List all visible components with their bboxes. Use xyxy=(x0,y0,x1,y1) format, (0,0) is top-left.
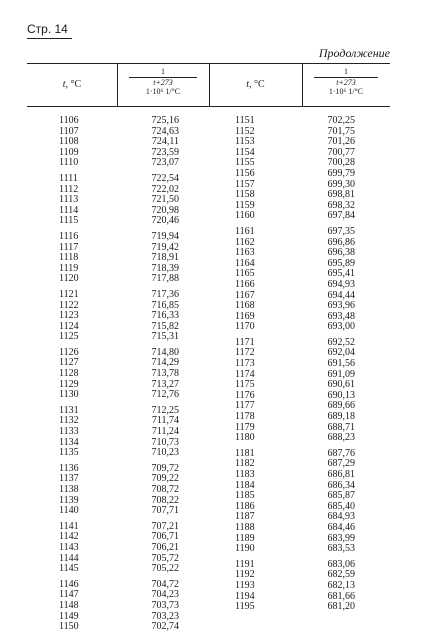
data-table xyxy=(27,63,390,633)
value-cell: 707,21 xyxy=(151,520,179,532)
value-cell: 690,61 xyxy=(327,379,355,391)
temperature-cell: 1127 xyxy=(59,357,79,369)
value-cell: 688,23 xyxy=(327,432,355,444)
value-cell: 703,23 xyxy=(151,610,179,622)
header-t-unit: , °C xyxy=(65,79,82,90)
value-cell: 691,09 xyxy=(327,368,355,380)
temperature-cell: 1146 xyxy=(59,578,79,590)
value-cell: 707,71 xyxy=(151,505,179,517)
value-cell: 714,29 xyxy=(151,357,179,369)
value-cell: 687,76 xyxy=(327,447,355,459)
temperature-cell: 1154 xyxy=(235,146,255,158)
page-number-underline xyxy=(27,38,72,39)
value-cell: 712,76 xyxy=(151,389,179,401)
fraction-unit: 1·10⁶ 1/°C xyxy=(145,87,181,96)
temperature-cell: 1191 xyxy=(235,558,255,570)
table-row xyxy=(235,544,355,555)
temperature-cell: 1132 xyxy=(59,415,79,427)
table-row xyxy=(235,523,355,534)
table-row xyxy=(59,543,179,554)
page-number: Стр. 14 xyxy=(27,22,68,36)
temperature-cell: 1195 xyxy=(235,601,255,613)
table-row xyxy=(235,581,355,592)
temperature-cell: 1120 xyxy=(59,273,79,285)
table-row xyxy=(59,390,179,401)
temperature-cell: 1107 xyxy=(59,125,79,137)
temperature-cell: 1166 xyxy=(235,278,255,290)
temperature-cell: 1114 xyxy=(59,204,79,216)
value-cell: 686,81 xyxy=(327,469,355,480)
table-row xyxy=(235,602,355,613)
value-cell: 700,28 xyxy=(327,157,355,169)
temperature-cell: 1138 xyxy=(59,484,79,495)
table-row xyxy=(235,169,355,180)
temperature-cell: 1137 xyxy=(59,473,79,485)
temperature-cell: 1148 xyxy=(59,599,79,611)
temperature-cell: 1160 xyxy=(235,210,255,222)
value-cell: 699,79 xyxy=(327,167,355,179)
header-t-left xyxy=(27,79,117,90)
value-cell: 711,24 xyxy=(151,426,179,438)
value-cell: 682,59 xyxy=(327,569,355,581)
temperature-cell: 1169 xyxy=(235,310,255,322)
temperature-cell: 1133 xyxy=(59,426,79,438)
value-cell: 717,36 xyxy=(151,288,179,300)
fraction-unit: 1·10⁶ 1/°C xyxy=(328,87,364,96)
header-fraction-right xyxy=(302,67,390,96)
value-cell: 725,16 xyxy=(151,115,179,126)
table-row xyxy=(59,601,179,612)
value-cell: 690,13 xyxy=(327,389,355,401)
value-cell: 697,35 xyxy=(327,225,355,237)
table-row xyxy=(59,216,179,227)
value-cell: 685,40 xyxy=(327,500,355,512)
table-row xyxy=(235,116,355,127)
temperature-cell: 1183 xyxy=(235,469,255,480)
value-cell: 718,39 xyxy=(151,262,179,274)
temperature-cell: 1141 xyxy=(59,520,79,532)
temperature-cell: 1185 xyxy=(235,490,255,502)
value-cell: 701,75 xyxy=(327,125,355,137)
temperature-cell: 1179 xyxy=(235,421,255,433)
temperature-cell: 1175 xyxy=(235,379,255,391)
value-cell: 715,82 xyxy=(151,320,179,332)
temperature-cell: 1173 xyxy=(235,358,255,370)
value-cell: 699,30 xyxy=(327,178,355,190)
value-cell: 695,89 xyxy=(327,257,355,269)
temperature-cell: 1135 xyxy=(59,447,79,459)
value-cell: 696,86 xyxy=(327,236,355,248)
temperature-cell: 1159 xyxy=(235,199,255,211)
header-t-unit: , °C xyxy=(249,79,265,90)
temperature-cell: 1113 xyxy=(59,194,79,206)
temperature-cell: 1171 xyxy=(235,336,255,348)
temperature-cell: 1122 xyxy=(59,299,79,311)
fraction-numerator: 1 xyxy=(344,67,348,76)
temperature-cell: 1126 xyxy=(59,346,79,358)
value-cell: 719,94 xyxy=(151,230,179,242)
temperature-cell: 1157 xyxy=(235,178,255,190)
table-row xyxy=(59,158,179,169)
temperature-cell: 1140 xyxy=(59,505,79,517)
table-row xyxy=(59,232,179,243)
value-cell: 689,66 xyxy=(327,400,355,412)
table-row xyxy=(59,622,179,633)
value-cell: 696,38 xyxy=(327,247,355,259)
value-cell: 693,96 xyxy=(327,300,355,312)
temperature-cell: 1182 xyxy=(235,458,255,470)
temperature-cell: 1142 xyxy=(59,531,79,543)
value-cell: 681,66 xyxy=(327,590,355,602)
temperature-cell: 1172 xyxy=(235,347,255,359)
value-cell: 713,27 xyxy=(151,378,179,390)
temperature-cell: 1190 xyxy=(235,543,255,555)
temperature-cell: 1163 xyxy=(235,247,255,259)
value-cell: 706,21 xyxy=(151,541,179,553)
temperature-cell: 1176 xyxy=(235,389,255,401)
fraction-numerator: 1 xyxy=(161,67,165,76)
value-cell: 712,25 xyxy=(151,404,179,416)
table-row xyxy=(59,564,179,575)
value-cell: 684,46 xyxy=(327,521,355,533)
value-cell: 711,74 xyxy=(151,415,179,427)
temperature-cell: 1106 xyxy=(59,115,79,126)
temperature-cell: 1149 xyxy=(59,610,79,622)
value-cell: 709,22 xyxy=(151,473,179,485)
fraction-denominator: t+273 xyxy=(129,77,197,87)
fraction-denominator: t+273 xyxy=(314,77,378,87)
value-cell: 710,23 xyxy=(151,447,179,459)
value-cell: 697,84 xyxy=(327,210,355,222)
value-cell: 705,72 xyxy=(151,552,179,564)
value-cell: 700,77 xyxy=(327,146,355,158)
value-cell: 702,25 xyxy=(327,115,355,126)
value-cell: 694,44 xyxy=(327,289,355,301)
header-t-right xyxy=(209,79,302,90)
value-cell: 695,41 xyxy=(327,268,355,280)
temperature-cell: 1194 xyxy=(235,590,255,602)
temperature-cell: 1161 xyxy=(235,225,255,237)
temperature-cell: 1168 xyxy=(235,300,255,312)
header-t-symbol: t xyxy=(62,79,66,90)
temperature-cell: 1134 xyxy=(59,436,79,448)
temperature-cell: 1187 xyxy=(235,511,255,523)
table-row xyxy=(59,116,179,127)
temperature-cell: 1131 xyxy=(59,404,79,416)
temperature-cell: 1119 xyxy=(59,262,79,274)
temperature-cell: 1128 xyxy=(59,368,79,380)
value-cell: 716,85 xyxy=(151,299,179,311)
temperature-cell: 1177 xyxy=(235,400,255,412)
temperature-cell: 1145 xyxy=(59,563,79,575)
table-row xyxy=(59,448,179,459)
value-cell: 698,81 xyxy=(327,189,355,201)
value-cell: 685,87 xyxy=(327,490,355,502)
value-cell: 720,46 xyxy=(151,215,179,227)
temperature-cell: 1136 xyxy=(59,462,79,474)
value-cell: 684,93 xyxy=(327,511,355,523)
value-cell: 717,88 xyxy=(151,273,179,285)
temperature-cell: 1143 xyxy=(59,541,79,553)
value-cell: 709,72 xyxy=(151,462,179,474)
value-cell: 719,42 xyxy=(151,241,179,253)
value-cell: 701,26 xyxy=(327,136,355,148)
table-row xyxy=(59,485,179,496)
left-column-pane xyxy=(59,116,179,633)
temperature-cell: 1115 xyxy=(59,215,79,227)
temperature-cell: 1123 xyxy=(59,310,79,322)
temperature-cell: 1139 xyxy=(59,494,79,506)
value-cell: 723,07 xyxy=(151,157,179,169)
value-cell: 691,56 xyxy=(327,358,355,370)
temperature-cell: 1192 xyxy=(235,569,255,581)
value-cell: 714,80 xyxy=(151,346,179,358)
value-cell: 689,18 xyxy=(327,411,355,423)
value-cell: 703,73 xyxy=(151,599,179,611)
value-cell: 708,72 xyxy=(151,484,179,495)
temperature-cell: 1121 xyxy=(59,288,79,300)
temperature-cell: 1153 xyxy=(235,136,255,148)
value-cell: 683,53 xyxy=(327,543,355,555)
value-cell: 686,34 xyxy=(327,479,355,491)
temperature-cell: 1156 xyxy=(235,167,255,179)
temperature-cell: 1167 xyxy=(235,289,255,301)
temperature-cell: 1129 xyxy=(59,378,79,390)
table-row xyxy=(235,433,355,444)
table-row xyxy=(59,332,179,343)
value-cell: 692,04 xyxy=(327,347,355,359)
value-cell: 722,54 xyxy=(151,172,179,184)
temperature-cell: 1174 xyxy=(235,368,255,380)
value-cell: 710,73 xyxy=(151,436,179,448)
value-cell: 687,29 xyxy=(327,458,355,470)
value-cell: 723,59 xyxy=(151,146,179,158)
temperature-cell: 1193 xyxy=(235,579,255,591)
value-cell: 705,22 xyxy=(151,563,179,575)
temperature-cell: 1164 xyxy=(235,257,255,269)
value-cell: 706,71 xyxy=(151,531,179,543)
temperature-cell: 1116 xyxy=(59,230,79,242)
value-cell: 704,23 xyxy=(151,589,179,601)
temperature-cell: 1109 xyxy=(59,146,79,158)
header-t-symbol: t xyxy=(246,79,250,90)
temperature-cell: 1152 xyxy=(235,125,255,137)
temperature-cell: 1180 xyxy=(235,432,255,444)
table-header-rule xyxy=(27,106,390,107)
continued-label: Продолжение xyxy=(318,46,390,60)
header-fraction-left xyxy=(117,67,209,96)
temperature-cell: 1118 xyxy=(59,252,79,264)
temperature-cell: 1108 xyxy=(59,136,79,148)
temperature-cell: 1170 xyxy=(235,321,255,333)
right-column-pane xyxy=(235,116,355,613)
table-row xyxy=(59,506,179,517)
value-cell: 693,00 xyxy=(327,321,355,333)
value-cell: 708,22 xyxy=(151,494,179,506)
temperature-cell: 1150 xyxy=(59,621,79,633)
temperature-cell: 1181 xyxy=(235,447,255,459)
value-cell: 692,52 xyxy=(327,336,355,348)
temperature-cell: 1112 xyxy=(59,183,79,195)
temperature-cell: 1111 xyxy=(59,172,78,184)
value-cell: 681,20 xyxy=(327,601,355,613)
temperature-cell: 1144 xyxy=(59,552,79,564)
value-cell: 715,31 xyxy=(151,331,179,343)
value-cell: 683,99 xyxy=(327,532,355,544)
table-row xyxy=(59,174,179,185)
value-cell: 718,91 xyxy=(151,252,179,264)
value-cell: 704,72 xyxy=(151,578,179,590)
value-cell: 720,98 xyxy=(151,204,179,216)
value-cell: 694,93 xyxy=(327,278,355,290)
temperature-cell: 1147 xyxy=(59,589,79,601)
value-cell: 724,11 xyxy=(151,136,179,148)
temperature-cell: 1110 xyxy=(59,157,79,169)
table-row xyxy=(235,211,355,222)
temperature-cell: 1165 xyxy=(235,268,255,280)
table-row xyxy=(235,322,355,333)
temperature-cell: 1162 xyxy=(235,236,255,248)
temperature-cell: 1178 xyxy=(235,411,255,423)
value-cell: 713,78 xyxy=(151,368,179,380)
temperature-cell: 1151 xyxy=(235,115,255,126)
temperature-cell: 1158 xyxy=(235,189,255,201)
value-cell: 724,63 xyxy=(151,125,179,137)
temperature-cell: 1189 xyxy=(235,532,255,544)
temperature-cell: 1186 xyxy=(235,500,255,512)
temperature-cell: 1188 xyxy=(235,521,255,533)
value-cell: 722,02 xyxy=(151,183,179,195)
temperature-cell: 1184 xyxy=(235,479,255,491)
value-cell: 683,06 xyxy=(327,558,355,570)
value-cell: 698,32 xyxy=(327,199,355,211)
value-cell: 702,74 xyxy=(151,621,179,633)
table-row xyxy=(235,227,355,238)
table-row xyxy=(59,274,179,285)
table-row xyxy=(235,280,355,291)
table-row xyxy=(235,470,355,481)
value-cell: 682,13 xyxy=(327,579,355,591)
value-cell: 688,71 xyxy=(327,421,355,433)
value-cell: 693,48 xyxy=(327,310,355,322)
value-cell: 721,50 xyxy=(151,194,179,206)
temperature-cell: 1130 xyxy=(59,389,79,401)
temperature-cell: 1117 xyxy=(59,241,79,253)
table-row xyxy=(59,290,179,301)
temperature-cell: 1124 xyxy=(59,320,79,332)
temperature-cell: 1155 xyxy=(235,157,255,169)
value-cell: 716,33 xyxy=(151,310,179,322)
temperature-cell: 1125 xyxy=(59,331,79,343)
